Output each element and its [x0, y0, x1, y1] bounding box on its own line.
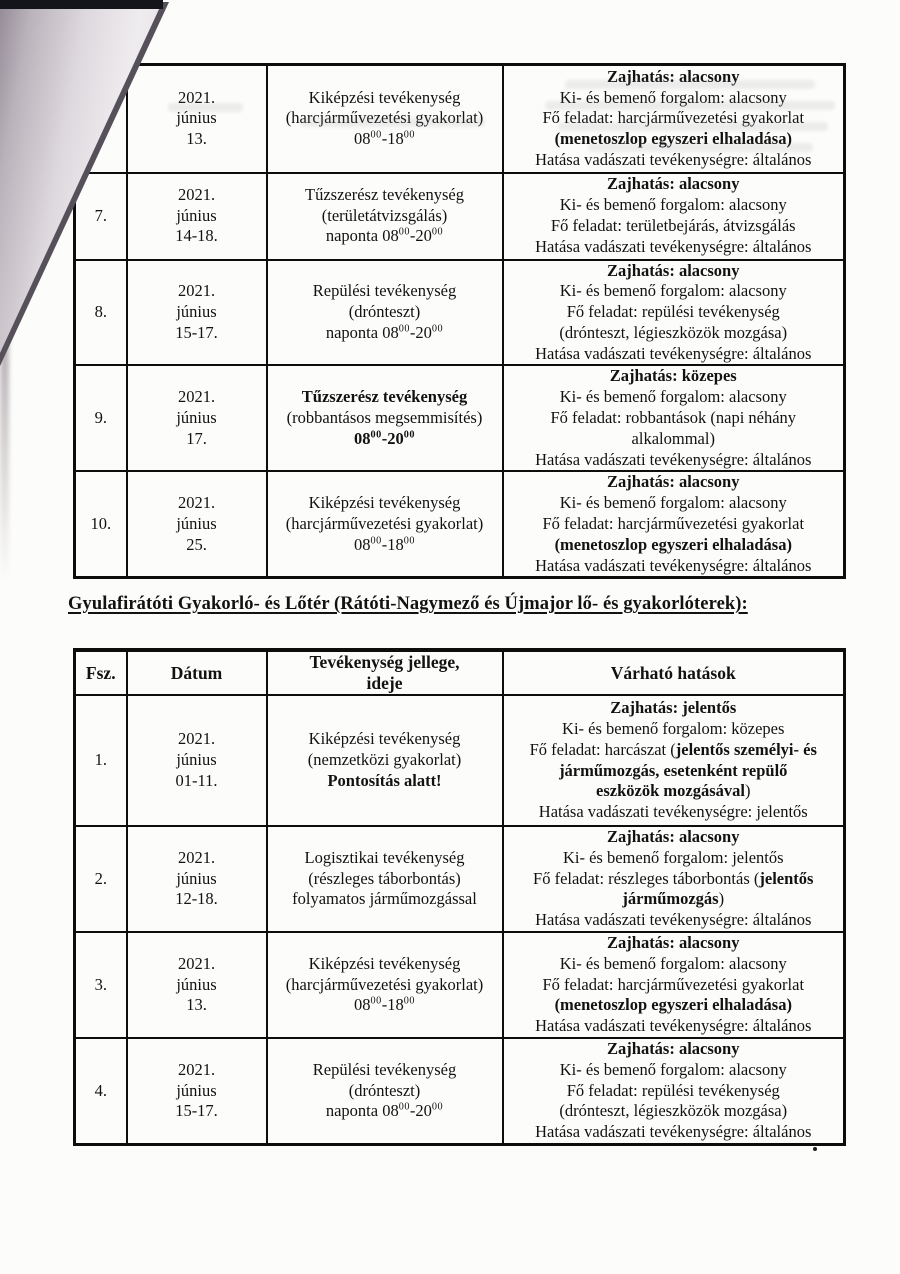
effects-cell: Zajhatás: alacsony Ki- és bemenő forgalom: alacsony Fő feladat: területbejárás, átvizsgálás Hatása vadászati tevékenységre: általános — [503, 173, 845, 260]
row-number-cell: 7. — [75, 173, 127, 260]
activity-cell: Tűzszerész tevékenység (robbantásos megsemmisítés) $08^{00}-20^{00}$ — [267, 365, 503, 471]
row-number-cell: 8. — [75, 260, 127, 366]
scan-edge-smudge-artifact — [0, 330, 9, 580]
effects-cell: Zajhatás: jelentős Ki- és bemenő forgalom: közepes Fő feladat: harcászat (jelentős személyi- és járműmozgás, esetenként repülő eszközök mozgásával) Hatása vadászati tevékenységre: jelentős — [503, 695, 845, 826]
table-row — [75, 260, 845, 366]
table-body — [75, 695, 845, 1144]
table-row — [75, 65, 845, 173]
table-row — [75, 932, 845, 1038]
scanner-black-edge-artifact — [0, 0, 163, 9]
date-cell: 2021. június 01-11. — [127, 695, 267, 826]
row-number-cell: 2. — [75, 826, 127, 932]
row-number-cell: 10. — [75, 471, 127, 577]
date-cell: 2021. június 17. — [127, 365, 267, 471]
row-number-cell: 9. — [75, 365, 127, 471]
table-row — [75, 1038, 845, 1144]
activity-cell: Repülési tevékenység (drónteszt) naponta $08^{00}-20^{00}$ — [267, 1038, 503, 1144]
activity-cell: Kiképzési tevékenység (harcjárművezetési gyakorlat) $08^{00}-18^{00}$ — [267, 932, 503, 1038]
row-number-cell: 4. — [75, 1038, 127, 1144]
row-number-cell: 3. — [75, 932, 127, 1038]
effects-cell: Zajhatás: közepes Ki- és bemenő forgalom: alacsony Fő feladat: robbantások (napi néhány alkalommal) Hatása vadászati tevékenységre: általános — [503, 365, 845, 471]
table-row — [75, 365, 845, 471]
activity-cell: Kiképzési tevékenység (nemzetközi gyakorlat) Pontosítás alatt! — [267, 695, 503, 826]
table-body — [75, 65, 845, 578]
date-cell: 2021. június 13. — [127, 65, 267, 173]
effects-cell: Zajhatás: alacsony Ki- és bemenő forgalom: alacsony Fő feladat: repülési tevékenység (drónteszt, légieszközök mozgása) Hatása vadászati tevékenységre: általános — [503, 1038, 845, 1144]
table-row — [75, 695, 845, 826]
table-row — [75, 471, 845, 577]
effects-cell: Zajhatás: alacsony Ki- és bemenő forgalom: alacsony Fő feladat: repülési tevékenység (drónteszt, légieszközök mozgása) Hatása vadászati tevékenységre: általános — [503, 260, 845, 366]
effects-cell: Zajhatás: alacsony Ki- és bemenő forgalom: alacsony Fő feladat: harcjárművezetési gyakorlat (menetoszlop egyszeri elhaladása) Hatása vadászati tevékenységre: általános — [503, 65, 845, 173]
column-header-varhato: Várható hatások — [503, 650, 845, 695]
date-cell: 2021. június 15-17. — [127, 260, 267, 366]
activity-cell: Repülési tevékenység (drónteszt) naponta $08^{00}-20^{00}$ — [267, 260, 503, 366]
date-cell: 2021. június 13. — [127, 932, 267, 1038]
column-header-fsz: Fsz. — [75, 650, 127, 695]
table-row — [75, 173, 845, 260]
activity-cell: Kiképzési tevékenység (harcjárművezetési gyakorlat) $08^{00}-18^{00}$ — [267, 65, 503, 173]
effects-cell: Zajhatás: alacsony Ki- és bemenő forgalom: jelentős Fő feladat: részleges táborbontás (jelentős járműmozgás) Hatása vadászati tevékenységre: általános — [503, 826, 845, 932]
table-row — [75, 826, 845, 932]
column-header-tevekenyseg: Tevékenység jellege, ideje — [267, 650, 503, 695]
effects-cell: Zajhatás: alacsony Ki- és bemenő forgalom: alacsony Fő feladat: harcjárművezetési gyakorlat (menetoszlop egyszeri elhaladása) Hatása vadászati tevékenységre: általános — [503, 932, 845, 1038]
date-cell: 2021. június 25. — [127, 471, 267, 577]
activity-cell: Logisztikai tevékenység (részleges táborbontás) folyamatos járműmozgással — [267, 826, 503, 932]
activity-cell: Tűzszerész tevékenység (területátvizsgálás) naponta $08^{00}-20^{00}$ — [267, 173, 503, 260]
gyulafiratoti-schedule-table — [73, 648, 846, 1146]
ink-dot-artifact — [813, 1147, 817, 1151]
date-cell: 2021. június 14-18. — [127, 173, 267, 260]
section-heading: Gyulafirátóti Gyakorló- és Lőtér (Rátóti-Nagymező és Újmajor lő- és gyakorlóterek): — [68, 594, 748, 614]
activity-cell: Kiképzési tevékenység (harcjárművezetési gyakorlat) $08^{00}-18^{00}$ — [267, 471, 503, 577]
column-header-datum: Dátum — [127, 650, 267, 695]
effects-cell: Zajhatás: alacsony Ki- és bemenő forgalom: alacsony Fő feladat: harcjárművezetési gyakorlat (menetoszlop egyszeri elhaladása) Hatása vadászati tevékenységre: általános — [503, 471, 845, 577]
table-header — [75, 650, 845, 695]
date-cell: 2021. június 12-18. — [127, 826, 267, 932]
header-row — [75, 650, 845, 695]
activity-schedule-table-continued — [73, 63, 846, 579]
row-number-cell: 1. — [75, 695, 127, 826]
date-cell: 2021. június 15-17. — [127, 1038, 267, 1144]
